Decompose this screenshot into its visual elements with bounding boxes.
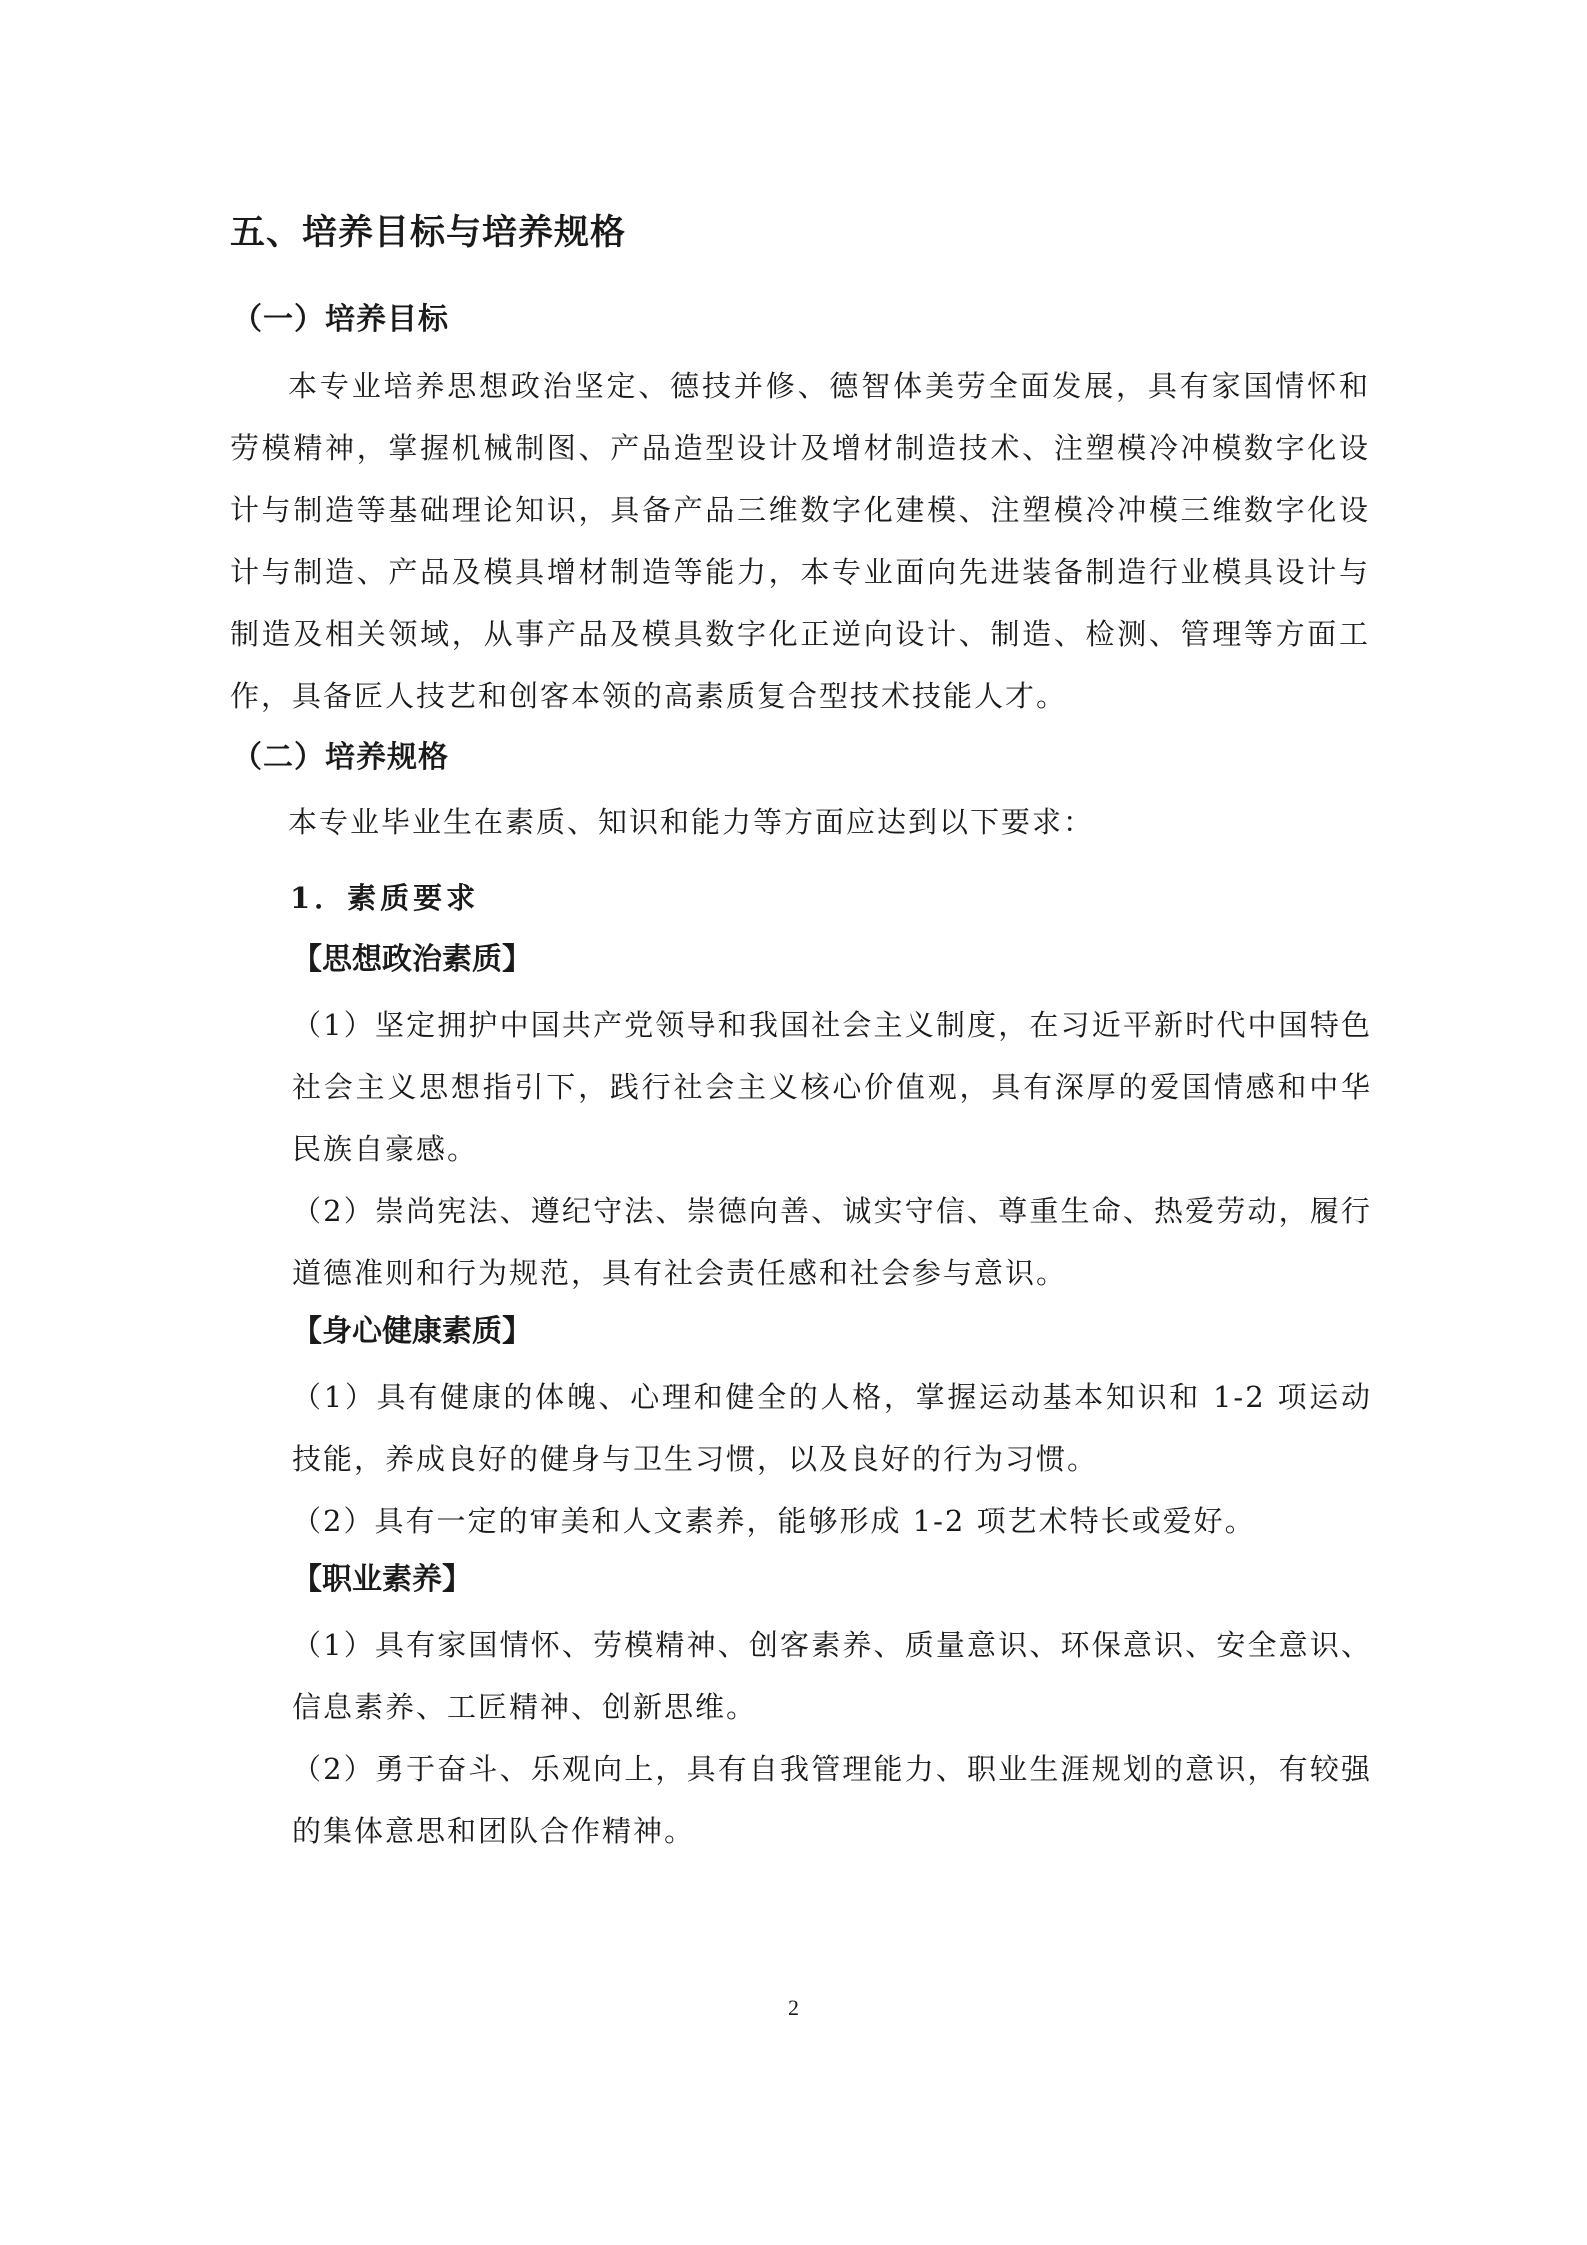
spec-intro: 本专业毕业生在素质、知识和能力等方面应达到以下要求： [288,805,1095,839]
professional-quality-item-1: （1）具有家国情怀、劳模精神、创客素养、质量意识、环保意识、安全意识、信息素养、工匠精神、创新思维。 [292,1628,1372,1724]
professional-quality-heading: 【职业素养】 [292,1562,472,1597]
political-quality-heading: 【思想政治素质】 [292,942,532,977]
spec-heading: （二）培养规格 [232,740,449,775]
goal-heading: （一）培养目标 [232,302,449,337]
quality-requirements-heading: 1．素质要求 [290,881,480,915]
section-title: 五、培养目标与培养规格 [230,213,627,253]
professional-quality-item-2: （2）勇于奋斗、乐观向上，具有自我管理能力、职业生涯规划的意识，有较强的集体意思和团队合作精神。 [292,1752,1372,1848]
health-quality-item-1: （1）具有健康的体魄、心理和健全的人格，掌握运动基本知识和 1-2 项运动技能，养成良好的健身与卫生习惯，以及良好的行为习惯。 [292,1380,1372,1476]
health-quality-item-2: （2）具有一定的审美和人文素养，能够形成 1-2 项艺术特长或爱好。 [292,1504,1256,1538]
page-number: 2 [788,1995,799,2020]
political-quality-item-2: （2）崇尚宪法、遵纪守法、崇德向善、诚实守信、尊重生命、热爱劳动，履行道德准则和行为规范，具有社会责任感和社会参与意识。 [292,1194,1372,1290]
goal-paragraph: 本专业培养思想政治坚定、德技并修、德智体美劳全面发展，具有家国情怀和劳模精神，掌握机械制图、产品造型设计及增材制造技术、注塑模冷冲模数字化设计与制造等基础理论知识，具备产品三维数字化建模、注塑模冷冲模三维数字化设计与制造、产品及模具增材制造等能力，本专业面向先进装备制造行业模具设计与制造及相关领域，从事产品及模具数字化正逆向设计、制造、检测、管理等方面工作，具备匠人技艺和创客本领的高素质复合型技术技能人才。 [230,369,1370,713]
health-quality-heading: 【身心健康素质】 [292,1314,532,1349]
political-quality-item-1: （1）坚定拥护中国共产党领导和我国社会主义制度，在习近平新时代中国特色社会主义思想指引下，践行社会主义核心价值观，具有深厚的爱国情感和中华民族自豪感。 [292,1008,1372,1166]
